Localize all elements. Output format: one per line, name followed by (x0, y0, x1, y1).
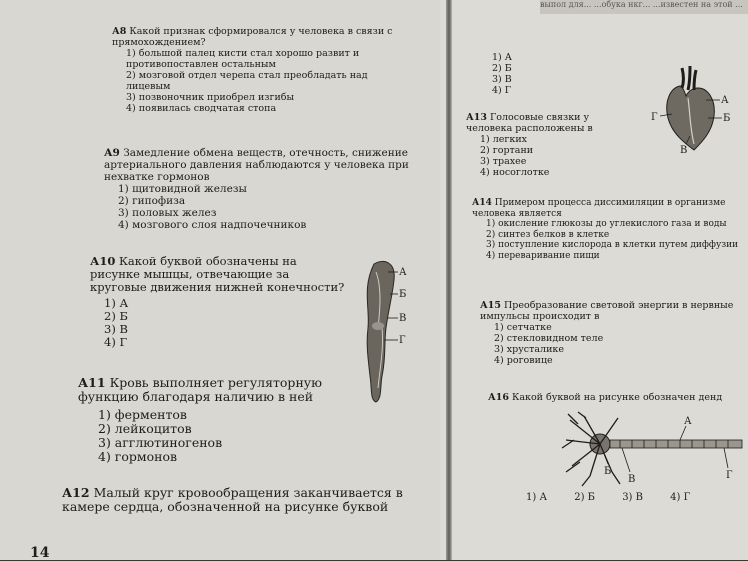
question-text: Малый круг кровообращения заканчивается в камере сердца, обозначенной на рисунке буквой (62, 485, 403, 514)
question-number: А13 (466, 112, 487, 123)
option: 4) гормонов (98, 449, 178, 464)
option: 3) В (492, 74, 512, 85)
question-text: Какой признак сформировался у человека в связи с прямохождением? (112, 26, 393, 48)
question-text: Голосовые связки у человека расположены в (466, 112, 593, 134)
question-number: А10 (90, 254, 116, 268)
figure-label: Г (399, 335, 406, 346)
option: 4) роговице (494, 355, 553, 366)
option: 1) окисление глюкозы до углекислого газа и воды (486, 219, 727, 229)
option: 4) Г (104, 335, 128, 349)
leg-muscles-figure (352, 258, 414, 406)
option: 4) Г (670, 492, 691, 503)
option: 3) половых желез (118, 207, 217, 219)
question-a8 (112, 26, 412, 114)
option: 3) хрусталике (494, 344, 564, 355)
question-a14 (472, 198, 744, 261)
figure-label: Г (651, 112, 658, 123)
question-text: Примером процесса диссимиляции в организме человека является (472, 198, 726, 219)
option: 1) большой палец кисти стал хорошо развит и противопоставлен остальным (126, 48, 360, 70)
question-a9 (104, 147, 416, 231)
figure-label: Б (723, 113, 731, 124)
option: 1) сетчатке (494, 322, 552, 333)
option: 1) А (492, 52, 512, 63)
figure-label: Б (604, 466, 612, 477)
question-text: Какой буквой на рисунке обозначен денд (512, 392, 723, 403)
question-a16 (488, 392, 748, 403)
option: 4) появилась сводчатая стопа (126, 103, 277, 114)
page-number: 14 (30, 545, 50, 561)
figure-label: В (399, 313, 407, 324)
option: 3) трахее (480, 156, 527, 167)
neuron-figure (560, 410, 748, 492)
header-strip: выпол для... ...обука нкг... ...известен на этой ... (540, 0, 748, 14)
option: 2) Б (492, 63, 512, 74)
option: 2) гортани (480, 145, 534, 156)
question-number: А9 (104, 147, 120, 159)
option: 3) В (622, 492, 643, 503)
option: 1) А (526, 492, 548, 503)
option: 1) ферментов (98, 407, 187, 422)
option: 4) мозгового слоя надпочечников (118, 219, 307, 231)
option: 2) Б (574, 492, 595, 503)
option: 4) носоглотке (480, 167, 550, 178)
option: 1) щитовидной железы (118, 183, 247, 195)
a16-options (526, 492, 748, 503)
figure-label: Г (726, 470, 733, 481)
question-a12 (62, 486, 432, 514)
question-number: А8 (112, 26, 127, 37)
option: 4) переваривание пищи (486, 250, 600, 261)
figure-label: Б (399, 289, 407, 300)
question-a11 (78, 376, 348, 464)
question-text: Кровь выполняет регуляторную функцию благодаря наличию в ней (78, 375, 323, 404)
question-number: А14 (472, 198, 492, 208)
question-a13 (466, 112, 636, 178)
heart-figure (650, 62, 740, 154)
question-text: Преобразование световой энергии в нервные импульсы происходит в (480, 300, 734, 322)
book-spine (446, 0, 452, 560)
option: 1) легких (480, 134, 528, 145)
option: 2) гипофиза (118, 195, 186, 207)
option: 2) синтез белков в клетке (486, 229, 610, 240)
question-number: А12 (62, 485, 90, 500)
question-text: Какой буквой обозначены на рисунке мышцы, отвечающие за круговые движения нижней конечности? (90, 254, 345, 294)
option: 4) Г (492, 85, 512, 96)
question-number: А15 (480, 300, 501, 311)
figure-label: А (399, 267, 407, 278)
figure-label: А (684, 416, 692, 427)
a12-options (492, 52, 572, 96)
question-number: А16 (488, 392, 509, 403)
option: 2) лейкоцитов (98, 421, 192, 436)
option: 2) Б (104, 309, 128, 323)
question-a15 (480, 300, 746, 366)
option: 2) стекловидном теле (494, 333, 604, 344)
option: 3) В (104, 322, 128, 336)
figure-label: В (680, 145, 688, 154)
option: 2) мозговой отдел черепа стал преобладать над лицевым (126, 70, 368, 92)
right-page (440, 0, 748, 560)
figure-label: А (721, 95, 729, 106)
figure-label: В (628, 474, 636, 485)
question-a10 (90, 255, 345, 349)
option: 3) позвоночник приобрел изгибы (126, 92, 295, 103)
question-text: Замедление обмена веществ, отечность, снижение артериального давления наблюдаются у человека при нехватке гормонов (104, 147, 409, 183)
question-number: А11 (78, 375, 106, 390)
option: 1) А (104, 296, 129, 310)
option: 3) агглютиногенов (98, 435, 223, 450)
option: 3) поступление кислорода в клетки путем диффузии (486, 240, 739, 250)
